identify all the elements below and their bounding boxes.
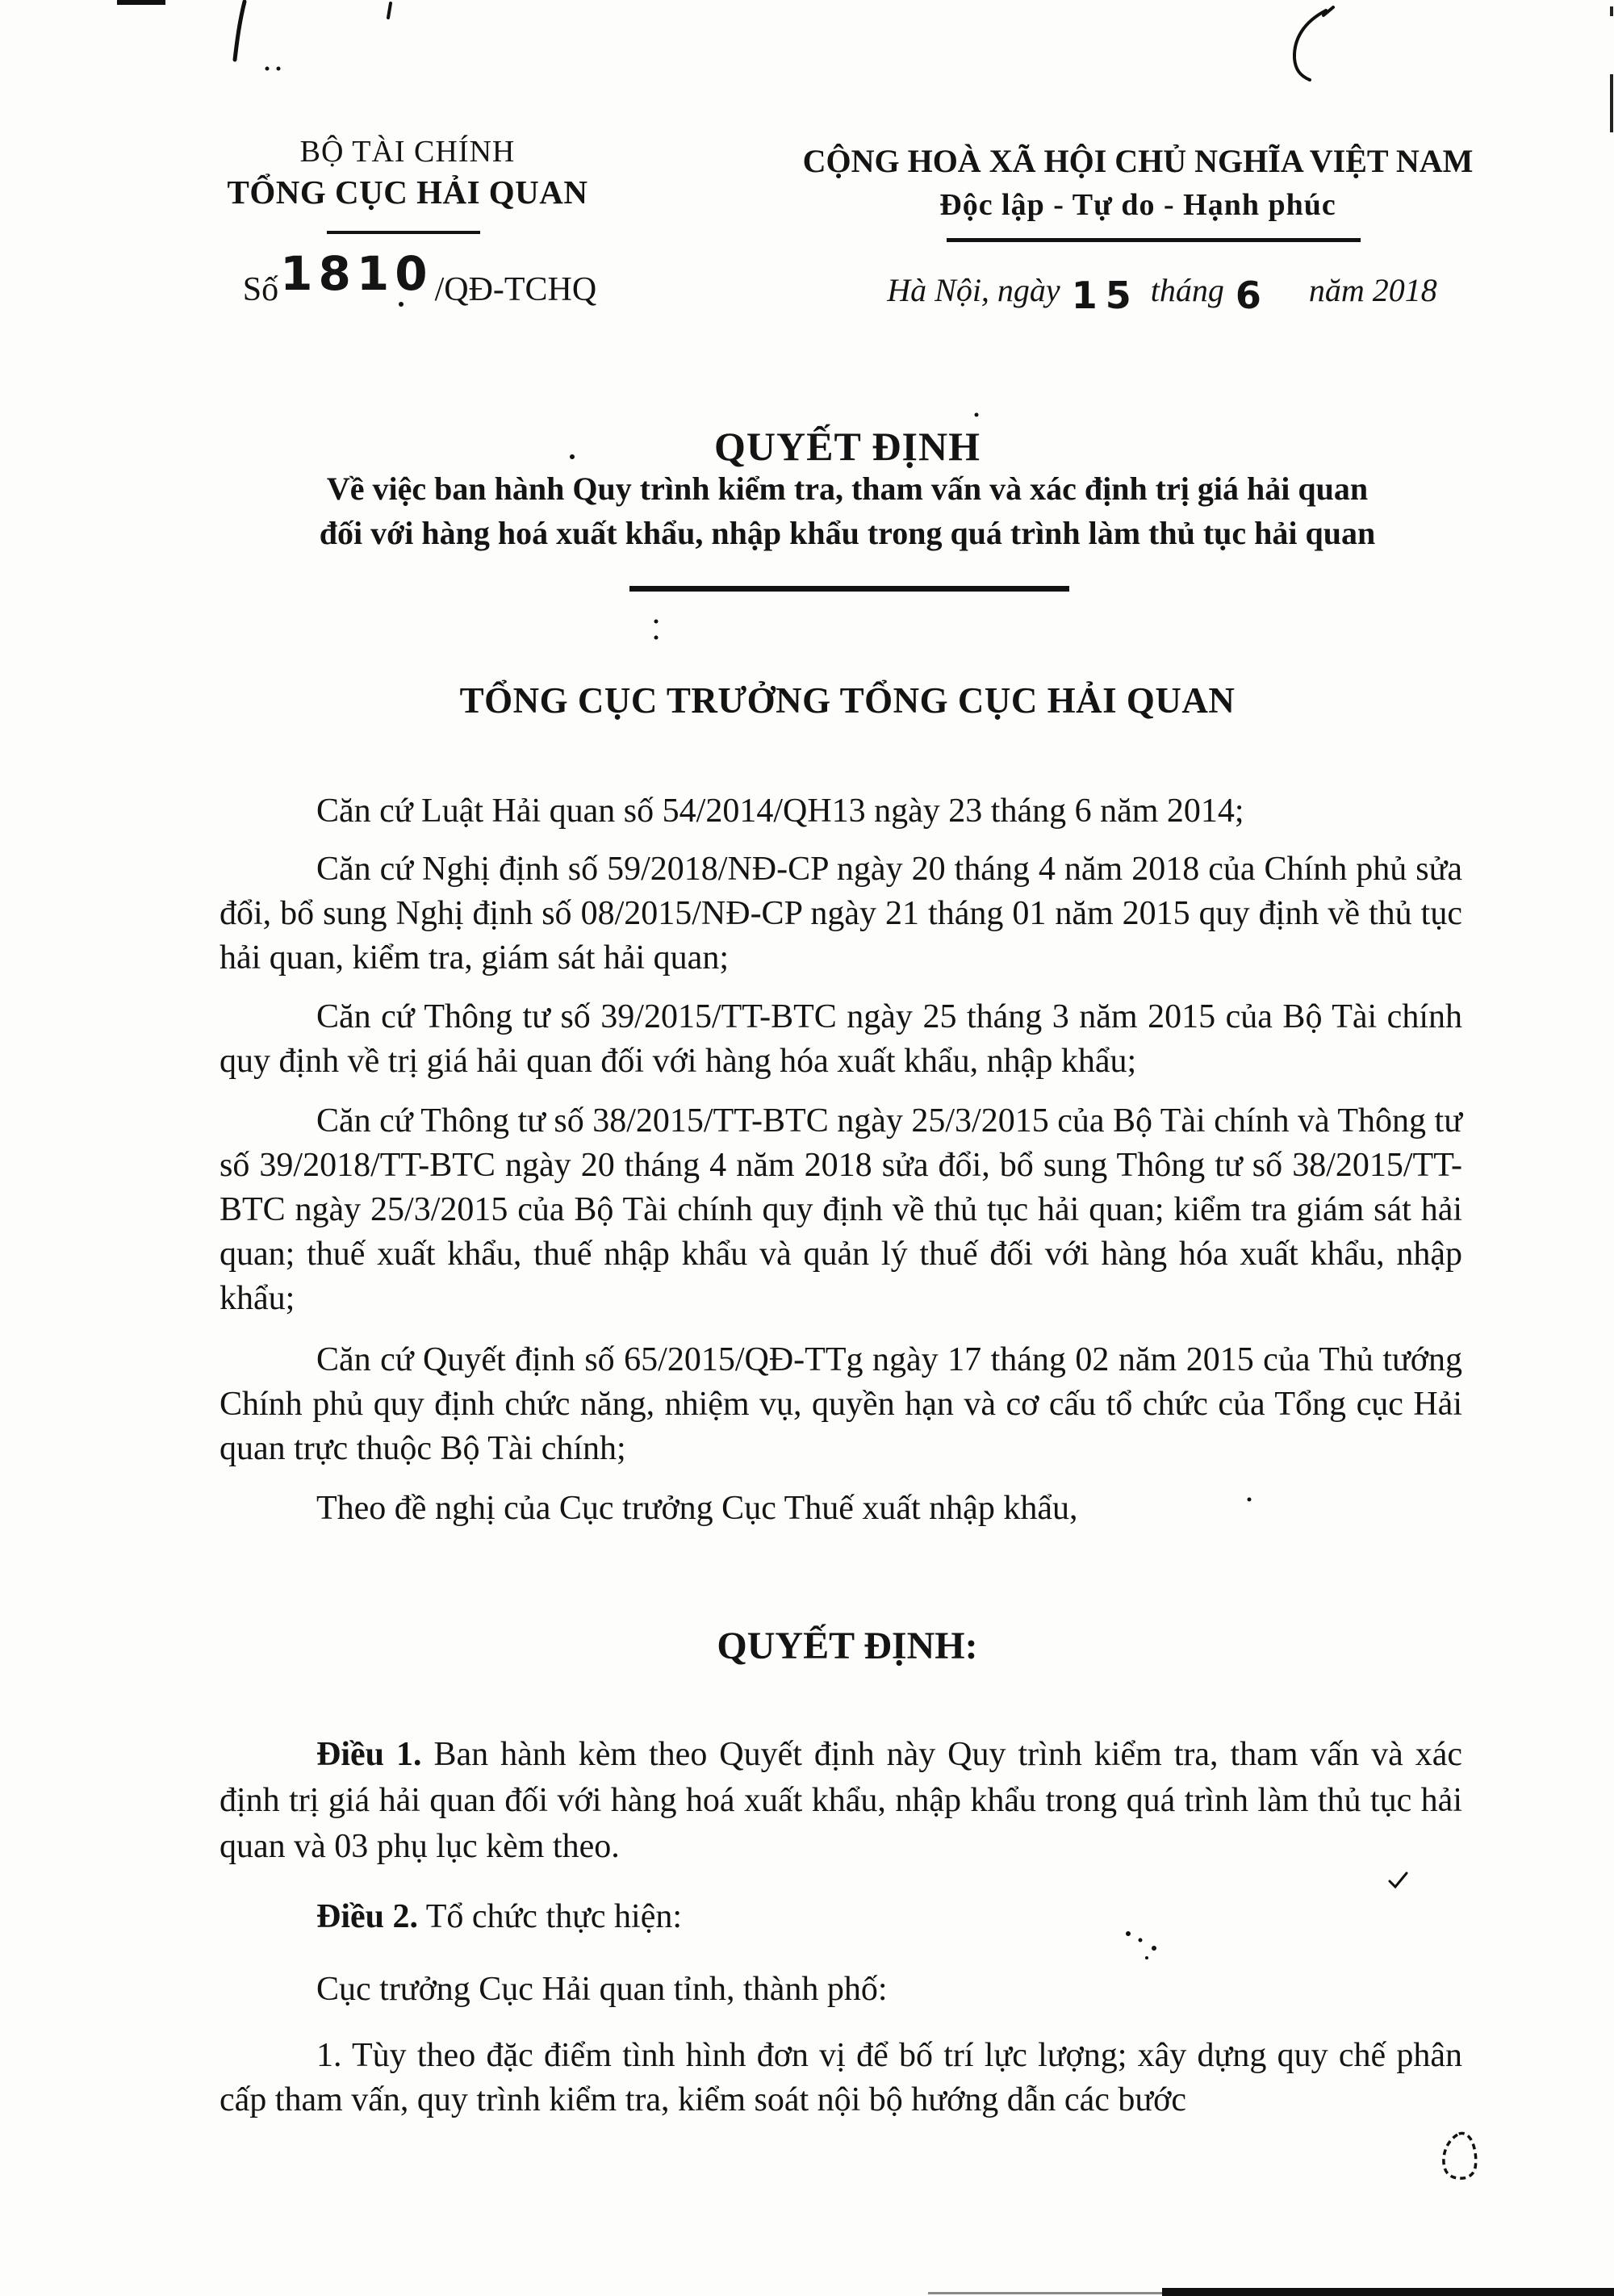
- article-2-item-1: 1. Tùy theo đặc điểm tình hình đơn vị để bố trí lực lượng; xây dựng quy chế phân cấp tham vấn, quy trình kiểm tra, kiểm soát nội bộ hướng dẫn các bước: [220, 2037, 1462, 2118]
- article-2-text: Tổ chức thực hiện:: [425, 1898, 683, 1935]
- article-1-label: Điều 1.: [316, 1736, 422, 1773]
- scan-mark-bottom-line-thin: [928, 2292, 1166, 2294]
- scan-mark-speck-4: [1145, 1956, 1148, 1959]
- scan-mark-bottom-line: [1162, 2288, 1614, 2296]
- national-header-block: [771, 142, 1505, 223]
- scan-mark-colon-upper: [654, 620, 659, 624]
- document-number-stamp: 1810: [280, 246, 433, 301]
- ministry-name: BỘ TÀI CHÍNH: [299, 135, 516, 169]
- scan-mark-right-dash: [1610, 6, 1613, 16]
- scan-mark-dot-b: [277, 67, 281, 71]
- article-1: [220, 1732, 1462, 1870]
- scan-mark-paren-tick: [1323, 7, 1333, 15]
- article-2-intro: Cục trưởng Cục Hải quan tỉnh, thành phố:: [316, 1971, 888, 2008]
- preamble-paragraph-4: Căn cứ Thông tư số 38/2015/TT-BTC ngày 25/3/2015 của Bộ Tài chính và Thông tư số 39/2018/TT-BTC ngày 20 tháng 4 năm 2018 sửa đổi, bổ sung Thông tư số 38/2015/TT-BTC ngày 25/3/2015 của Bộ Tài chính quy định về thủ tục hải quan; kiểm tra giám sát hải quan; thuế xuất khẩu, thuế nhập khẩu và quản lý thuế đối với hàng hóa xuất khẩu, nhập khẩu;: [220, 1102, 1462, 1317]
- article-2: [220, 1895, 1462, 1939]
- issuing-agency-block: [202, 134, 613, 211]
- year-text: năm 2018: [1308, 272, 1437, 308]
- scan-mark-blob: [1444, 2133, 1476, 2178]
- document-type-title: QUYẾT ĐỊNH: [714, 424, 981, 469]
- month-word: tháng: [1150, 272, 1224, 308]
- scan-mark-dot-a: [266, 67, 270, 71]
- document-subject: [210, 466, 1485, 555]
- national-motto-line1: CỘNG HOÀ XÃ HỘI CHỦ NGHĨA VIỆT NAM: [802, 143, 1474, 179]
- document-number-label: Số: [242, 271, 279, 308]
- preamble-paragraph-5: Căn cứ Quyết định số 65/2015/QĐ-TTg ngày 17 tháng 02 năm 2015 của Thủ tướng Chính phủ quy định chức năng, nhiệm vụ, quyền hạn và cơ cấu tổ chức của Tổng cục Hải quan trực thuộc Bộ Tài chính;: [220, 1341, 1462, 1467]
- preamble-proposal-line: Theo đề nghị của Cục trưởng Cục Thuế xuất nhập khẩu,: [316, 1490, 1078, 1527]
- national-motto-line2: Độc lập - Tự do - Hạnh phúc: [939, 188, 1336, 222]
- document-number-suffix: /QĐ-TCHQ: [434, 271, 597, 308]
- preamble-paragraph-3: Căn cứ Thông tư số 39/2015/TT-BTC ngày 25 tháng 3 năm 2015 của Bộ Tài chính quy định về trị giá hải quan đối với hàng hóa xuất khẩu, nhập khẩu;: [220, 998, 1462, 1080]
- scan-mark-dot-title: [975, 413, 979, 417]
- month-stamp: 6: [1235, 274, 1269, 317]
- scan-mark-speck-3: [1152, 1946, 1156, 1951]
- document-subject-line2: đối với hàng hoá xuất khẩu, nhập khẩu trong quá trình làm thủ tục hải quan: [319, 515, 1376, 551]
- scan-mark-check: [1390, 1873, 1407, 1887]
- article-2-label: Điều 2.: [316, 1898, 418, 1935]
- place-date-line: [839, 266, 1485, 317]
- scan-mark-topleft-line: [117, 0, 165, 5]
- article-1-text: Ban hành kèm theo Quyết định này Quy trình kiểm tra, tham vấn và xác định trị giá hải quan đối với hàng hoá xuất khẩu, nhập khẩu trong quá trình làm thủ tục hải quan và 03 phụ lục kèm theo.: [220, 1736, 1463, 1865]
- preamble-paragraph-1: Căn cứ Luật Hải quan số 54/2014/QH13 ngày 23 tháng 6 năm 2014;: [316, 793, 1244, 830]
- issuer-heading: TỔNG CỤC TRƯỞNG TỔNG CỤC HẢI QUAN: [459, 680, 1236, 721]
- scan-mark-tick-top: [388, 3, 391, 18]
- department-name: TỔNG CỤC HẢI QUAN: [227, 174, 588, 211]
- decision-section-heading: QUYẾT ĐỊNH:: [717, 1625, 978, 1667]
- scan-mark-paren-curve: [1294, 10, 1326, 80]
- document-number-row: [242, 246, 597, 312]
- right-header-rule: [947, 238, 1361, 242]
- scan-mark-colon-lower: [654, 636, 659, 640]
- left-header-rule: [327, 231, 480, 234]
- day-stamp: 15: [1071, 274, 1139, 317]
- preamble-paragraph-2: Căn cứ Nghị định số 59/2018/NĐ-CP ngày 20 tháng 4 năm 2018 của Chính phủ sửa đổi, bổ sung Nghị định số 08/2015/NĐ-CP ngày 21 tháng 01 năm 2015 quy định về thủ tục hải quan, kiểm tra, giám sát hải quan;: [220, 851, 1462, 977]
- scan-mark-slash: [235, 2, 245, 60]
- title-rule: [629, 586, 1069, 592]
- place-date-prefix: Hà Nội, ngày: [887, 272, 1060, 308]
- document-subject-line1: Về việc ban hành Quy trình kiểm tra, tham vấn và xác định trị giá hải quan: [326, 470, 1369, 507]
- scan-mark-right-bar: [1610, 74, 1613, 132]
